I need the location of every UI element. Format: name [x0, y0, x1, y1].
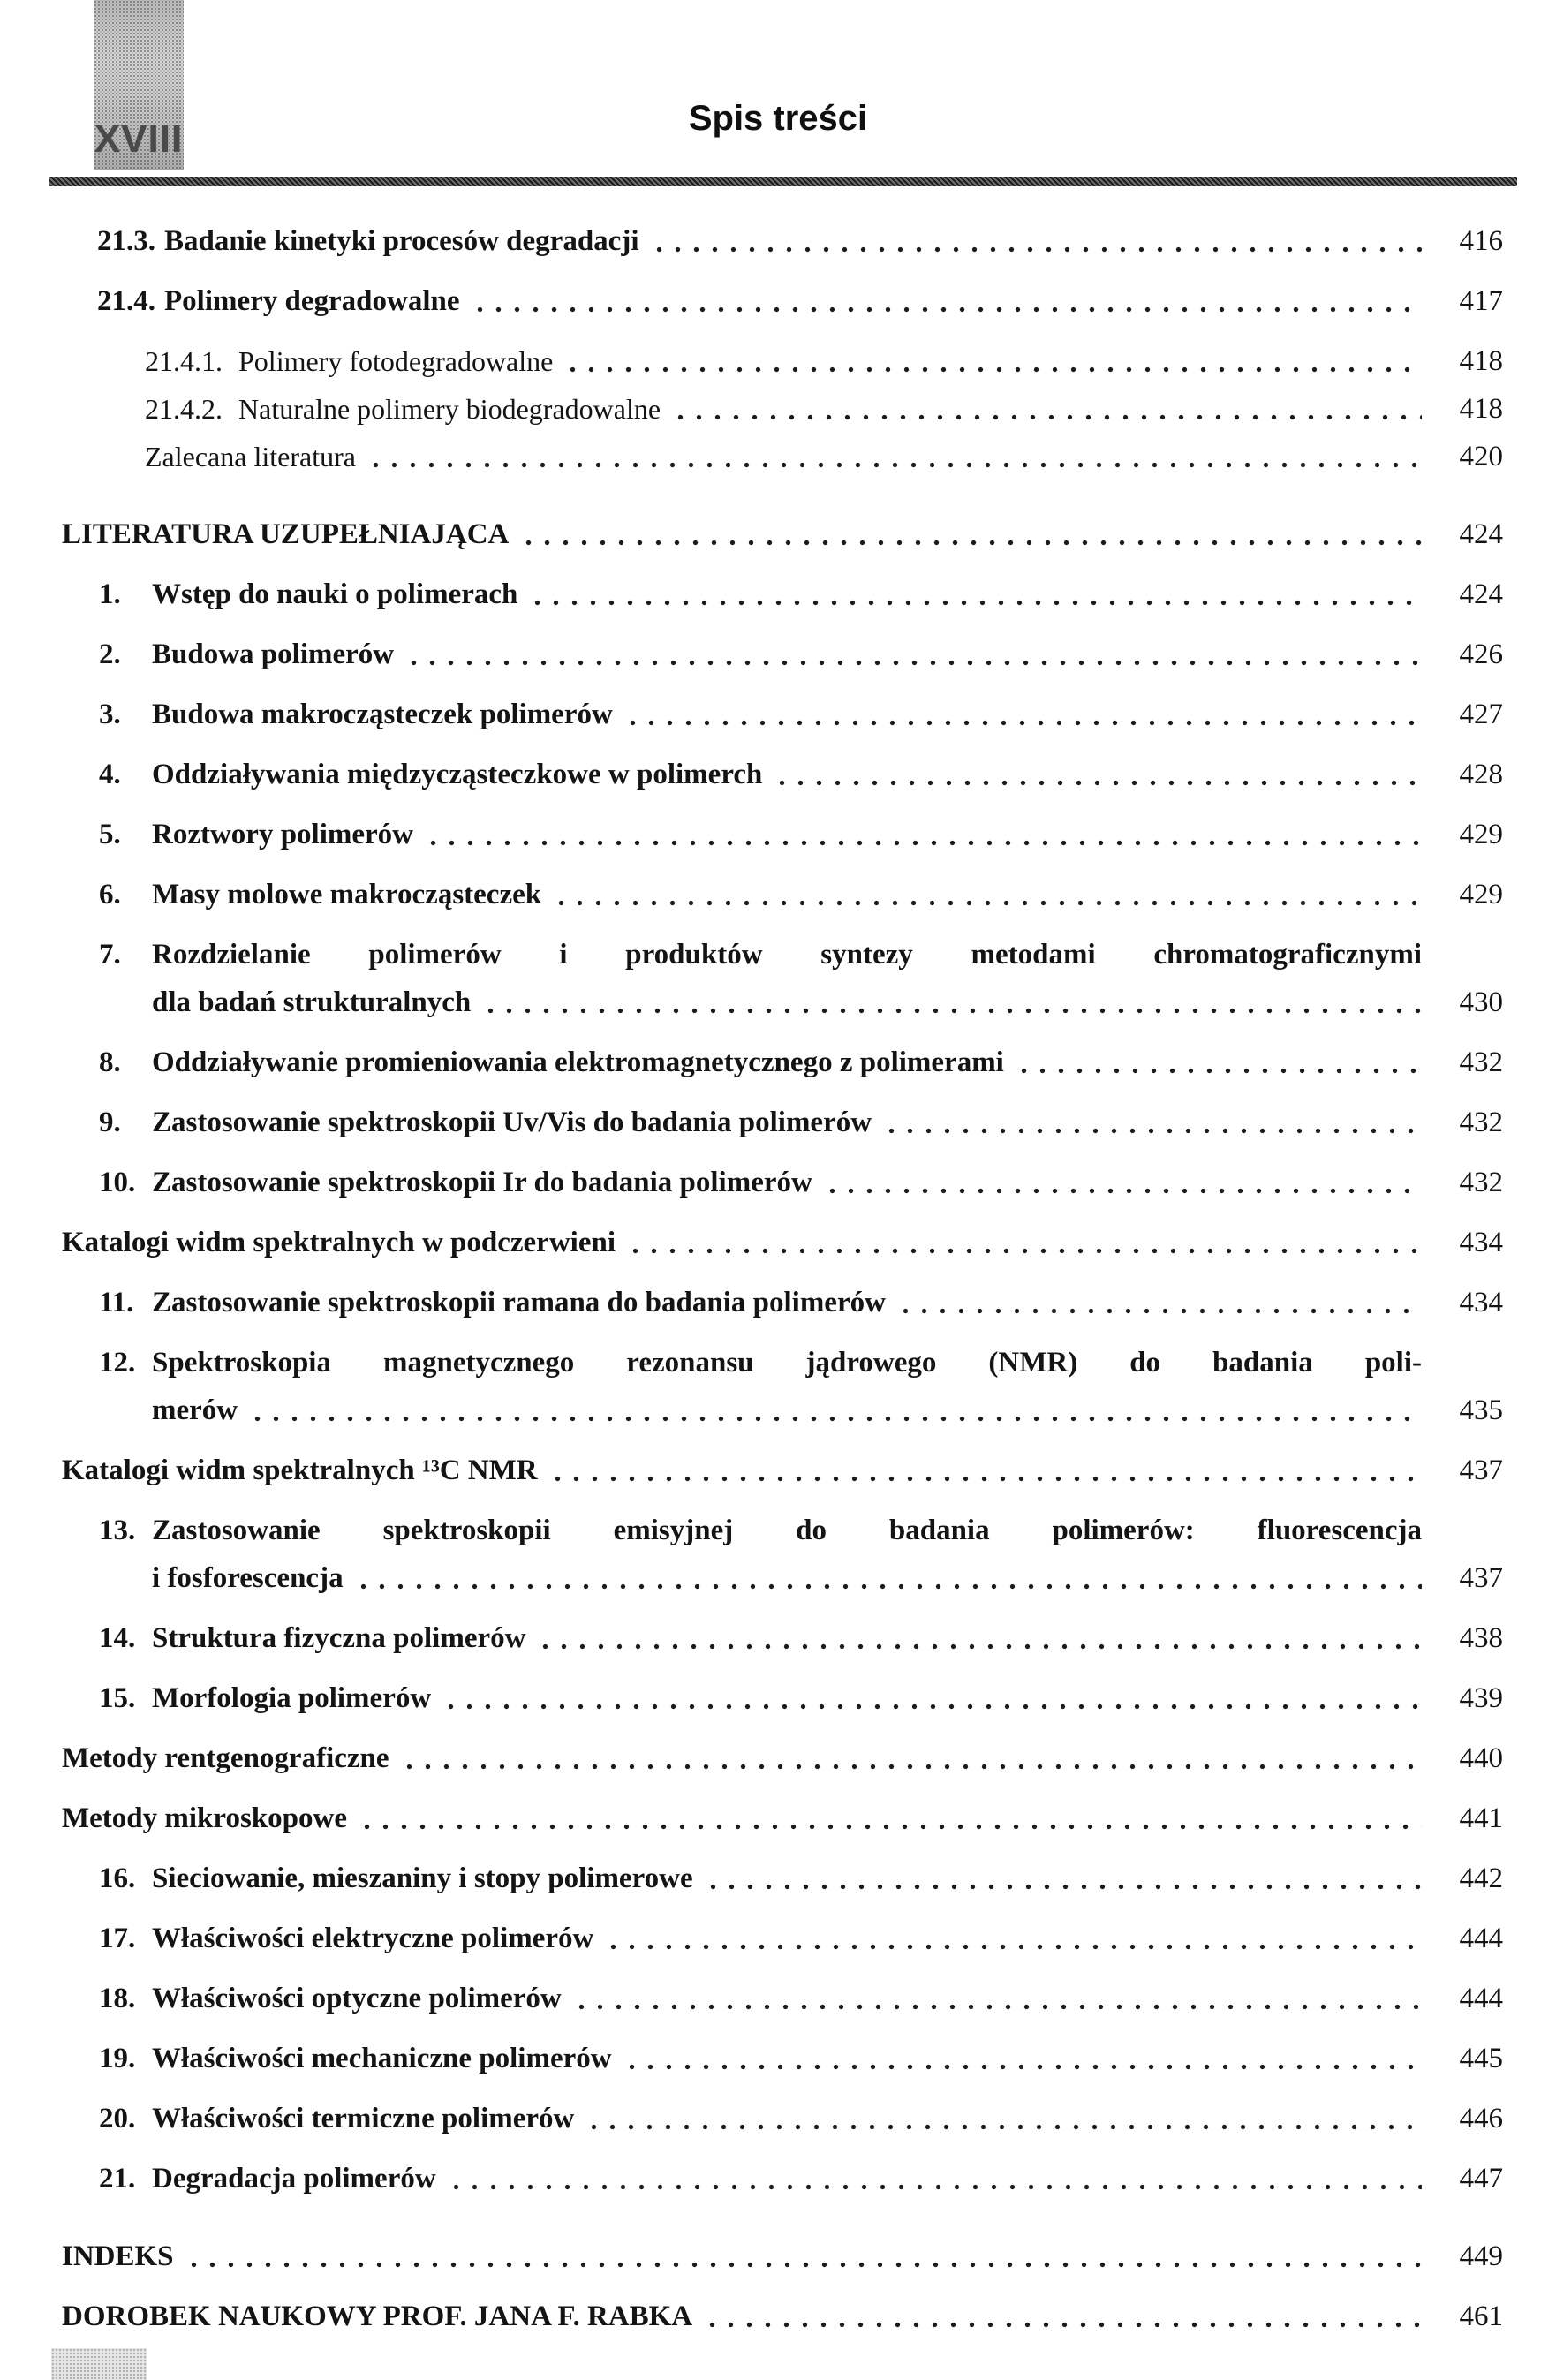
toc-entry — [62, 1164, 1503, 1201]
toc-entry-line — [62, 1980, 1503, 2017]
toc-entry — [62, 1980, 1503, 2017]
toc-entry-number: 21.4.1. — [145, 345, 223, 377]
toc-entry-page: 429 — [1459, 879, 1503, 910]
toc-entry-number: 17. — [99, 1923, 136, 1954]
toc-entry — [62, 2040, 1503, 2077]
toc-entry-line — [62, 1800, 1503, 1837]
toc-entry-line — [62, 1452, 1503, 1489]
toc-entry — [62, 438, 1503, 475]
toc-entry — [62, 1104, 1503, 1141]
toc-entry-title: Masy molowe makrocząsteczek — [152, 879, 542, 910]
toc-entry-line — [62, 756, 1503, 793]
toc-entry-page: 438 — [1459, 1622, 1503, 1654]
toc-entry-number: 10. — [99, 1167, 136, 1198]
toc-entry-number: 18. — [99, 1983, 136, 2014]
toc-entry-title: INDEKS — [62, 2240, 174, 2272]
toc-leader-dots — [704, 1883, 1422, 1891]
toc-entry-title: Oddziaływanie promieniowania elektromagnetycznego z polimerami — [152, 1046, 1004, 1078]
toc-leader-dots — [471, 306, 1422, 314]
toc-leader-dots — [536, 1643, 1422, 1651]
toc-entry — [62, 1800, 1503, 1837]
toc-entry-page: 432 — [1459, 1107, 1503, 1138]
toc-entry-number: 5. — [99, 819, 121, 850]
toc-entry-title: Zalecana literatura — [145, 441, 356, 472]
toc-entry — [62, 1860, 1503, 1897]
toc-leader-dots — [354, 1583, 1422, 1590]
toc-entry-title: Zastosowanie spektroskopii ramana do badania polimerów — [152, 1287, 886, 1318]
toc-leader-dots — [447, 2183, 1422, 2191]
toc-entry — [62, 816, 1503, 853]
page-number-marker: XVIII — [94, 117, 184, 161]
toc-entry-title: Sieciowanie, mieszaniny i stopy polimerowe — [152, 1862, 693, 1894]
toc-entry-title: Degradacja polimerów — [152, 2163, 436, 2195]
toc-leader-dots — [623, 2063, 1422, 2071]
toc-entry-line — [62, 1104, 1503, 1141]
toc-entry-number: 20. — [99, 2103, 136, 2134]
toc-entry-line — [62, 1164, 1503, 1201]
toc-leader-dots — [552, 899, 1422, 907]
toc-entry-number: 1. — [99, 578, 121, 610]
toc-entry-page: 442 — [1459, 1862, 1503, 1894]
toc-entry-title-continued: dla badań strukturalnych — [152, 986, 472, 1018]
toc-entry-title: Oddziaływania międzycząsteczkowe w polimerch — [152, 759, 763, 790]
toc-entry-title: Spektroskopia magnetycznego rezonansu jądrowego (NMR) do badania poli- — [152, 1347, 1422, 1379]
toc-entry-line — [62, 1680, 1503, 1717]
toc-entry-page: 424 — [1459, 578, 1503, 610]
toc-entry-number: 9. — [99, 1107, 121, 1138]
toc-entry-page: 424 — [1459, 518, 1503, 550]
toc-entry-line — [62, 1284, 1503, 1321]
toc-leader-dots — [650, 246, 1423, 253]
toc-entry-number: 21.4. — [97, 285, 155, 317]
toc-entry — [62, 1224, 1503, 1261]
toc-entry-line — [62, 936, 1503, 973]
toc-entry-page: 418 — [1459, 393, 1503, 425]
toc-entry-line — [62, 516, 1503, 553]
toc-entry — [62, 1344, 1503, 1429]
toc-entry-number: 4. — [99, 759, 121, 790]
toc-leader-dots — [823, 1187, 1422, 1195]
page-title: Spis treści — [688, 99, 868, 138]
toc-entry-page: 440 — [1459, 1742, 1503, 1774]
toc-entry-page: 430 — [1459, 986, 1503, 1018]
toc-entry — [62, 876, 1503, 913]
toc-entry-title: Struktura fizyczna polimerów — [152, 1622, 526, 1654]
toc-entry-line — [62, 1620, 1503, 1657]
toc-entry-page: 418 — [1459, 345, 1503, 377]
page-number-marker-box — [94, 0, 184, 170]
toc-entry-title: Morfologia polimerów — [152, 1682, 432, 1714]
toc-entry-page: 437 — [1459, 1454, 1503, 1486]
toc-leader-dots — [585, 2123, 1422, 2131]
toc-entry-title: Naturalne polimery biodegradowalne — [238, 393, 661, 425]
toc-leader-dots — [572, 2003, 1422, 2011]
toc-entry-page: 445 — [1459, 2043, 1503, 2074]
toc-entry-page: 420 — [1459, 441, 1503, 472]
toc-leader-dots — [366, 461, 1422, 469]
toc-entry-title-continued: merów — [152, 1394, 238, 1426]
toc-entry-title: Katalogi widm spektralnych ¹³C NMR — [62, 1454, 538, 1486]
toc-entry-title: Rozdzielanie polimerów i produktów syntezy metodami chromatograficznymi — [152, 939, 1422, 971]
toc-entry-page: 417 — [1459, 285, 1503, 317]
toc-entry — [62, 2100, 1503, 2137]
toc-entry-page: 435 — [1459, 1394, 1503, 1426]
toc-entry-title: Zastosowanie spektroskopii Uv/Vis do badania polimerów — [152, 1107, 872, 1138]
toc-leader-dots — [424, 839, 1422, 847]
toc-leader-dots — [671, 413, 1422, 421]
toc-entry-title: Wstęp do nauki o polimerach — [152, 578, 518, 610]
toc-entry-line — [62, 1740, 1503, 1777]
toc-entry-number: 21.3. — [97, 225, 155, 257]
toc-entry — [62, 2298, 1503, 2335]
toc-entry — [62, 1680, 1503, 1717]
toc-entry-number: 8. — [99, 1046, 121, 1078]
toc-entry-title: Budowa polimerów — [152, 638, 395, 670]
toc-entry-title: Polimery fotodegradowalne — [238, 345, 554, 377]
toc-entry-line — [62, 2040, 1503, 2077]
toc-entry-page: 449 — [1459, 2240, 1503, 2272]
toc-entry-page: 444 — [1459, 1923, 1503, 1954]
toc-entry — [62, 1620, 1503, 1657]
toc-entry-line — [62, 283, 1503, 320]
toc-entry-title: Właściwości optyczne polimerów — [152, 1983, 562, 2014]
toc-entry-title: Zastosowanie spektroskopii Ir do badania polimerów — [152, 1167, 812, 1198]
toc-leader-dots — [404, 659, 1422, 667]
toc-entry-line — [62, 438, 1503, 475]
toc-entry-page: 426 — [1459, 638, 1503, 670]
toc-entry-title: Katalogi widm spektralnych w podczerwieni — [62, 1227, 616, 1258]
toc-entry-line — [62, 576, 1503, 613]
toc-list — [62, 223, 1503, 2358]
toc-entry-title: Polimery degradowalne — [164, 285, 460, 317]
toc-entry — [62, 2238, 1503, 2275]
toc-entry-title: Budowa makrocząsteczek polimerów — [152, 699, 613, 730]
toc-entry-line — [62, 1344, 1503, 1381]
toc-entry-number: 6. — [99, 879, 121, 910]
toc-entry-page: 429 — [1459, 819, 1503, 850]
toc-entry — [62, 1452, 1503, 1489]
toc-leader-dots — [623, 719, 1422, 727]
toc-entry — [62, 223, 1503, 260]
toc-entry-title-continued: i fosforescencja — [152, 1562, 344, 1594]
toc-entry-page: 447 — [1459, 2163, 1503, 2195]
toc-entry-number: 19. — [99, 2043, 136, 2074]
toc-entry-number: 21. — [99, 2163, 136, 2195]
header-divider — [49, 177, 1517, 186]
toc-leader-dots — [703, 2321, 1422, 2329]
toc-leader-dots — [563, 366, 1422, 374]
toc-leader-dots — [882, 1127, 1422, 1135]
toc-entry-page: 439 — [1459, 1682, 1503, 1714]
toc-entry — [62, 1284, 1503, 1321]
bottom-left-scan-artifact — [51, 2348, 147, 2380]
toc-entry — [62, 576, 1503, 613]
toc-entry-page: 427 — [1459, 699, 1503, 730]
toc-entry-page: 432 — [1459, 1046, 1503, 1078]
toc-entry-line — [62, 1560, 1503, 1597]
toc-entry-page: 461 — [1459, 2301, 1503, 2332]
toc-entry — [62, 1920, 1503, 1957]
toc-entry-title: Roztwory polimerów — [152, 819, 414, 850]
toc-entry-page: 444 — [1459, 1983, 1503, 2014]
toc-entry-page: 434 — [1459, 1287, 1503, 1318]
toc-entry-line — [62, 1512, 1503, 1549]
toc-leader-dots — [896, 1307, 1422, 1315]
toc-leader-dots — [400, 1763, 1422, 1771]
toc-entry-title: Metody rentgenograficzne — [62, 1742, 389, 1774]
toc-leader-dots — [442, 1703, 1422, 1711]
toc-entry — [62, 936, 1503, 1021]
toc-entry-line — [62, 1392, 1503, 1429]
toc-entry — [62, 696, 1503, 733]
toc-entry-page: 432 — [1459, 1167, 1503, 1198]
toc-entry-title: Właściwości elektryczne polimerów — [152, 1923, 594, 1954]
toc-leader-dots — [773, 779, 1422, 787]
toc-entry-title: Właściwości termiczne polimerów — [152, 2103, 575, 2134]
toc-entry-title: Badanie kinetyki procesów degradacji — [164, 225, 639, 257]
toc-entry — [62, 2160, 1503, 2197]
toc-entry-line — [62, 223, 1503, 260]
toc-entry-line — [62, 696, 1503, 733]
toc-entry — [62, 343, 1503, 380]
toc-entry-line — [62, 1224, 1503, 1261]
toc-entry-title: Właściwości mechaniczne polimerów — [152, 2043, 612, 2074]
toc-leader-dots — [1015, 1067, 1422, 1075]
toc-entry-page: 441 — [1459, 1802, 1503, 1834]
toc-entry-line — [62, 2298, 1503, 2335]
toc-entry-number: 16. — [99, 1862, 136, 1894]
toc-entry-number: 11. — [99, 1287, 134, 1318]
toc-leader-dots — [358, 1823, 1422, 1831]
toc-entry-line — [62, 2160, 1503, 2197]
toc-entry-page: 428 — [1459, 759, 1503, 790]
toc-entry — [62, 1740, 1503, 1777]
toc-entry-number: 21.4.2. — [145, 393, 223, 425]
toc-entry-number: 2. — [99, 638, 121, 670]
toc-leader-dots — [626, 1247, 1422, 1255]
toc-entry-line — [62, 1860, 1503, 1897]
toc-entry — [62, 390, 1503, 427]
toc-entry-line — [62, 1044, 1503, 1081]
toc-entry-title: Metody mikroskopowe — [62, 1802, 347, 1834]
toc-entry — [62, 756, 1503, 793]
toc-entry — [62, 636, 1503, 673]
toc-entry — [62, 1512, 1503, 1597]
toc-entry-title: Zastosowanie spektroskopii emisyjnej do badania polimerów: fluorescencja — [152, 1515, 1422, 1546]
toc-leader-dots — [548, 1475, 1422, 1483]
toc-entry-line — [62, 984, 1503, 1021]
toc-entry-line — [62, 2100, 1503, 2137]
toc-entry — [62, 283, 1503, 320]
toc-entry-page: 437 — [1459, 1562, 1503, 1594]
toc-entry-number: 7. — [99, 939, 121, 971]
toc-entry-number: 3. — [99, 699, 121, 730]
toc-leader-dots — [248, 1415, 1422, 1423]
toc-entry — [62, 516, 1503, 553]
toc-entry-title: LITERATURA UZUPEŁNIAJĄCA — [62, 518, 510, 550]
toc-entry — [62, 1044, 1503, 1081]
toc-leader-dots — [185, 2261, 1422, 2269]
toc-entry-line — [62, 2238, 1503, 2275]
toc-entry-number: 14. — [99, 1622, 136, 1654]
toc-leader-dots — [519, 539, 1422, 547]
toc-entry-line — [62, 390, 1503, 427]
toc-entry-page: 416 — [1459, 225, 1503, 257]
toc-entry-line — [62, 816, 1503, 853]
toc-entry-number: 15. — [99, 1682, 136, 1714]
toc-entry-line — [62, 1920, 1503, 1957]
toc-entry-title: DOROBEK NAUKOWY PROF. JANA F. RABKA — [62, 2301, 693, 2332]
toc-entry-number: 13. — [99, 1515, 136, 1546]
toc-entry-page: 446 — [1459, 2103, 1503, 2134]
toc-leader-dots — [481, 1007, 1422, 1015]
toc-leader-dots — [528, 599, 1422, 607]
toc-entry-line — [62, 636, 1503, 673]
toc-entry-number: 12. — [99, 1347, 136, 1379]
toc-entry-line — [62, 876, 1503, 913]
toc-entry-line — [62, 343, 1503, 380]
toc-entry-page: 434 — [1459, 1227, 1503, 1258]
toc-leader-dots — [604, 1943, 1422, 1951]
